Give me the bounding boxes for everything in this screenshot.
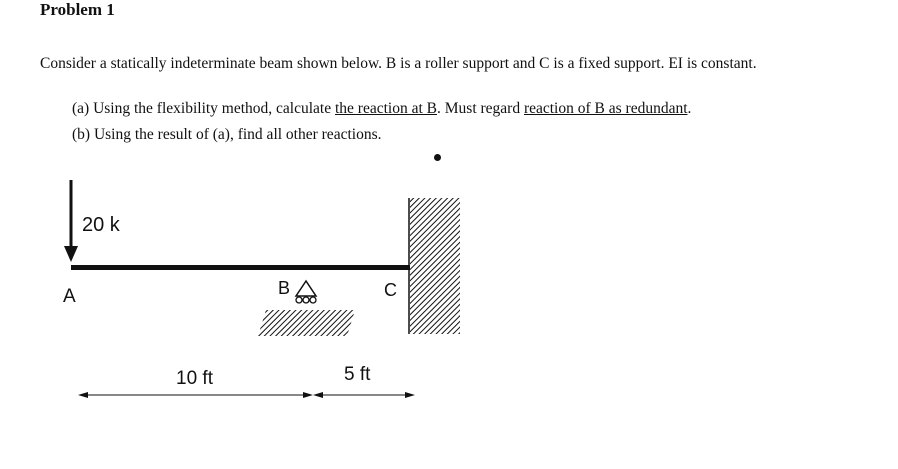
part-b: (b) Using the result of (a), find all other reactions. — [72, 126, 382, 143]
dimension-ab-label: 10 ft — [176, 368, 213, 389]
part-a-underlined-2: reaction of B as redundant — [523, 100, 688, 117]
point-b-label: B — [278, 278, 291, 298]
part-a-suffix: . — [687, 100, 692, 117]
problem-title: Problem 1 — [40, 0, 115, 19]
dimension-line-ab — [78, 392, 313, 398]
load-arrow — [64, 180, 78, 262]
part-a-middle: . Must regard — [437, 100, 524, 117]
part-a-prefix: (a) Using the flexibility method, calculate — [72, 100, 335, 117]
dimension-bc-label: 5 ft — [344, 364, 371, 385]
roller-support-b — [258, 281, 355, 336]
point-c-label: C — [384, 280, 397, 300]
load-label: 20 k — [82, 214, 120, 236]
dimension-line-bc — [313, 392, 415, 398]
beam — [71, 265, 411, 270]
fixed-support-c — [409, 198, 460, 334]
problem-statement: Consider a statically indeterminate beam shown below. B is a roller support and C is a fixed support. EI is constant. — [40, 55, 757, 72]
part-a-underlined-1: the reaction at B — [335, 100, 437, 117]
point-a-label: A — [63, 286, 76, 307]
